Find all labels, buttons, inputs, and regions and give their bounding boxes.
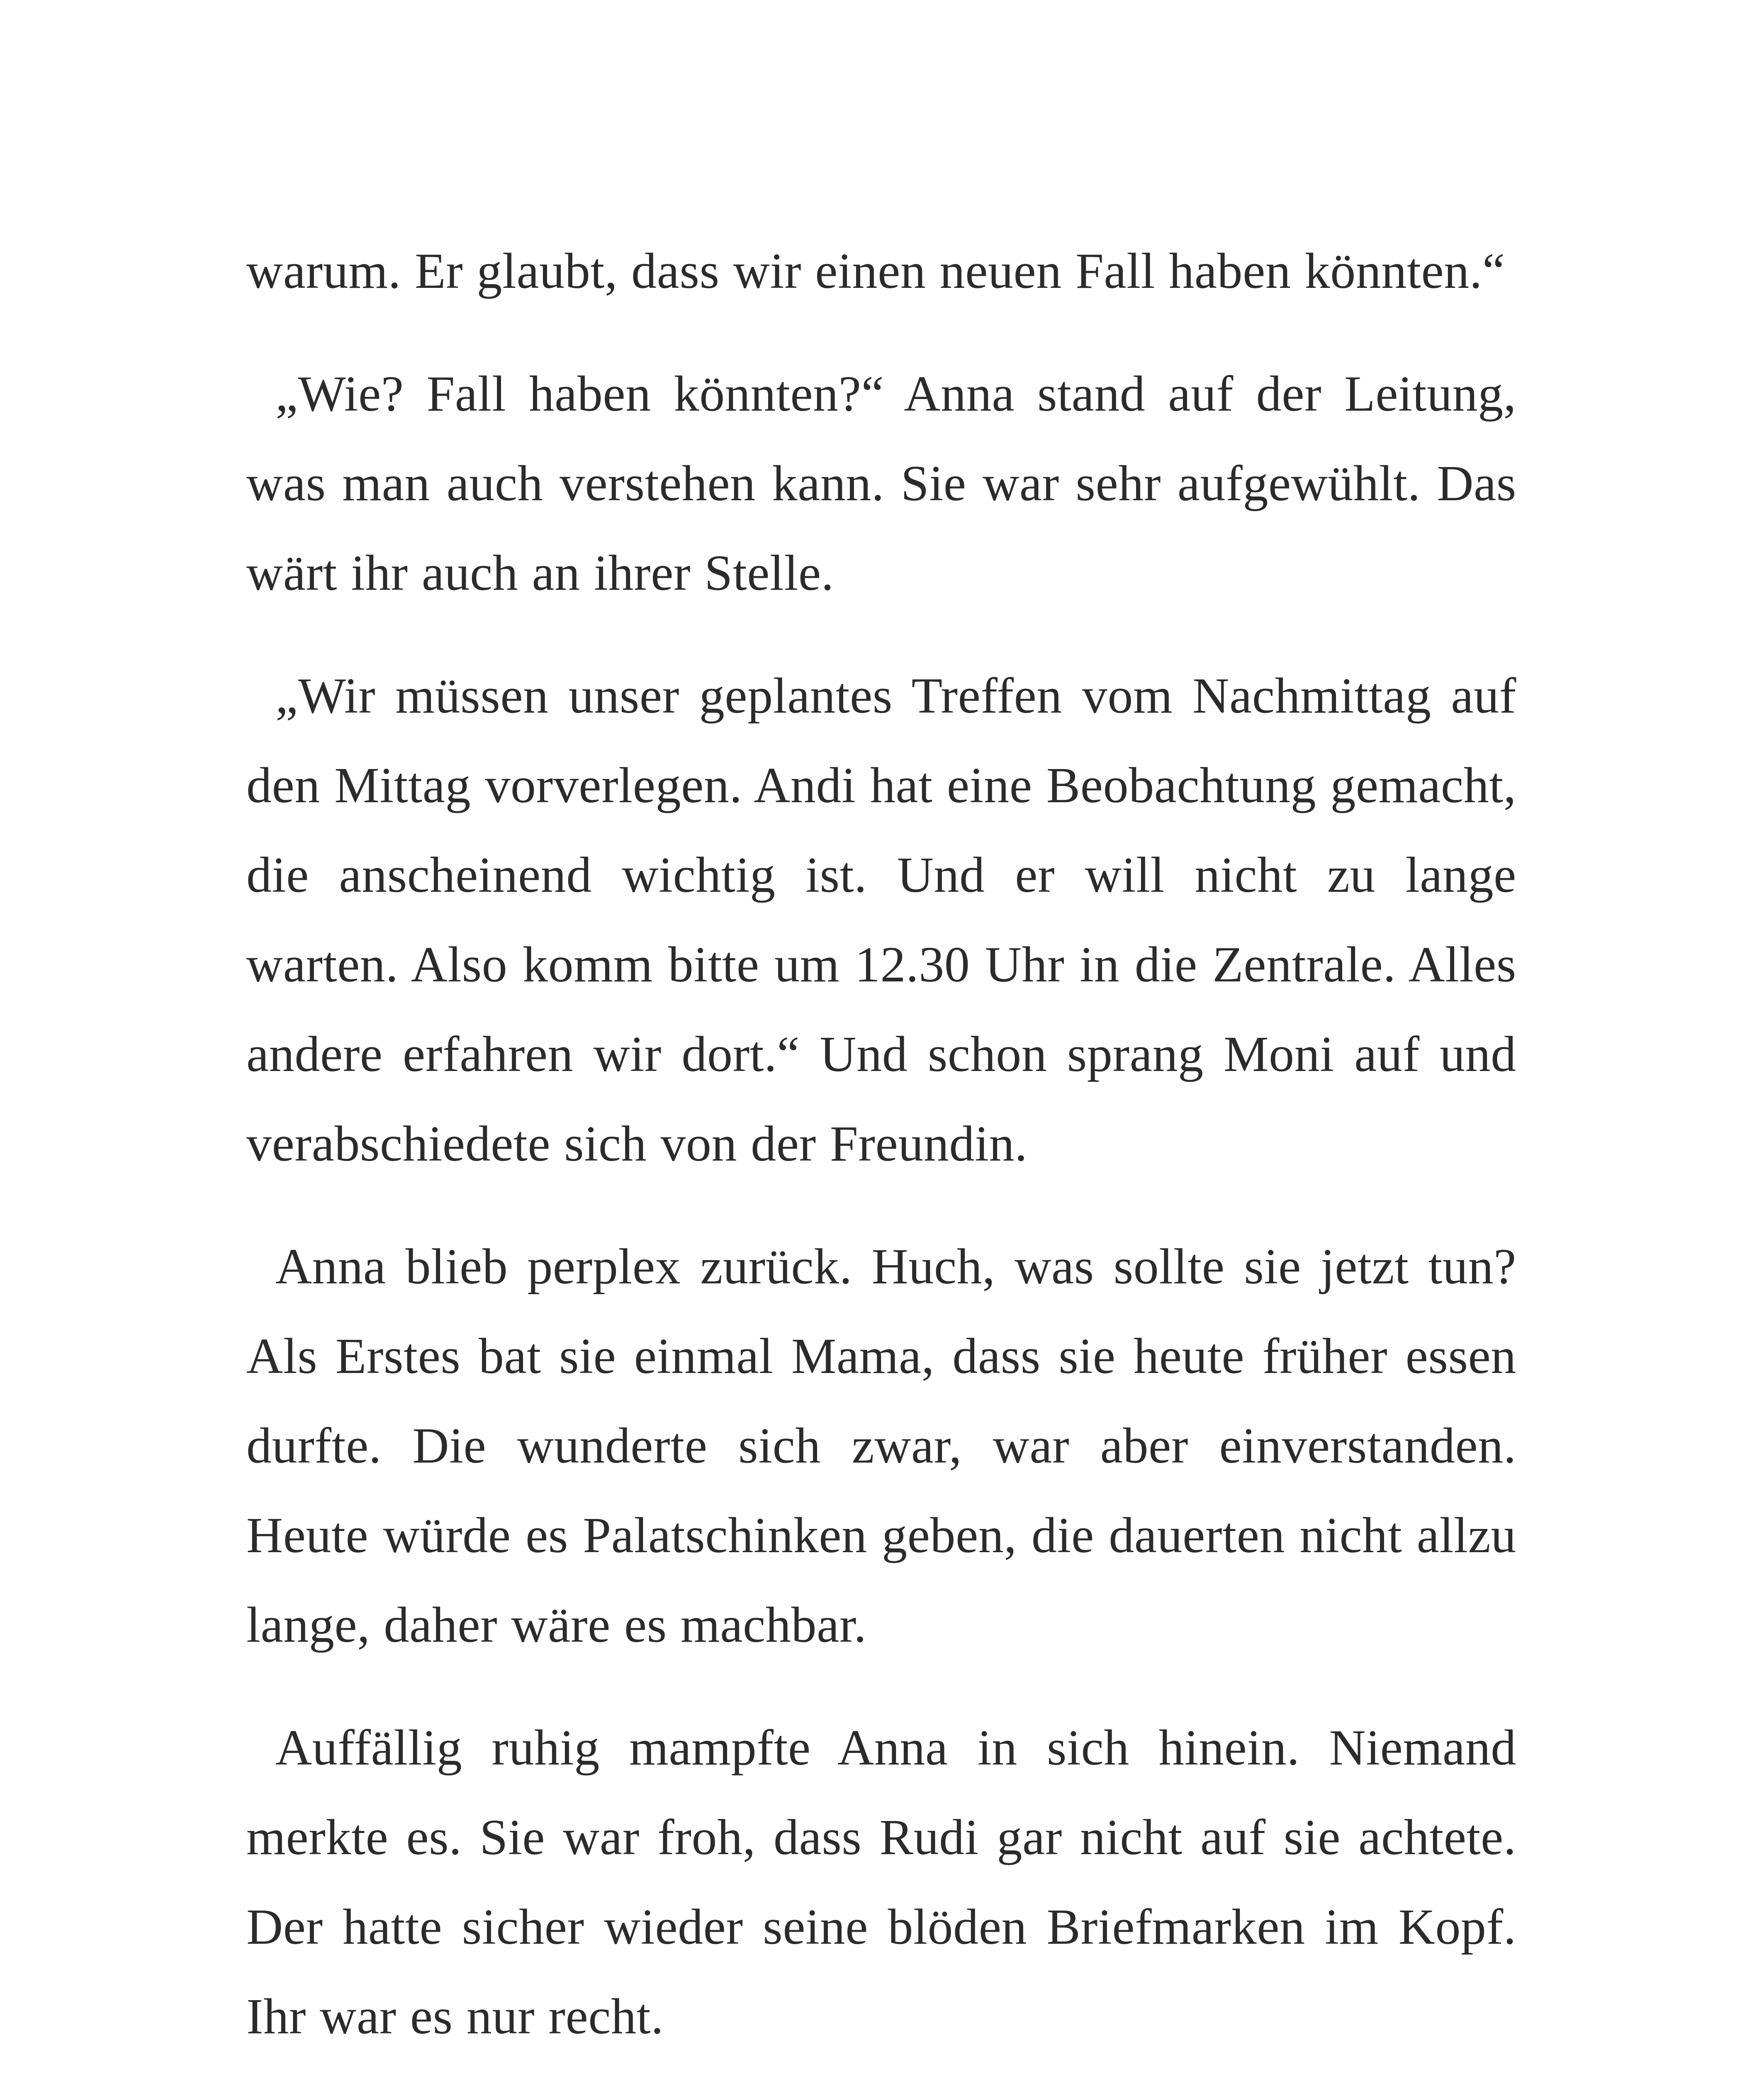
paragraph-4: Anna blieb perplex zurück. Huch, was sollte sie jetzt tun? Als Erstes bat sie einmal Mama, dass sie heute früher essen durfte. Die wunderte sich zwar, war aber einverstanden. Heute würde es Palatschinken geben, die dauerten nicht allzu lange, daher wäre es machbar. xyxy=(246,1239,1516,1653)
paragraph-2: „Wie? Fall haben könnten?“ Anna stand auf der Leitung, was man auch verstehen kann. Sie war sehr aufgewühlt. Das wärt ihr auch an ihrer Stelle. xyxy=(246,366,1516,601)
paragraph-1: warum. Er glaubt, dass wir einen neuen Fall haben könnten.“ xyxy=(246,243,1505,299)
body-text xyxy=(246,226,1516,2062)
paragraph-5: Auffällig ruhig mampfte Anna in sich hinein. Niemand merkte es. Sie war froh, dass Rudi gar nicht auf sie achtete. Der hatte sicher wieder seine blöden Briefmarken im Kopf. Ihr war es nur recht. xyxy=(246,1720,1516,2045)
paragraph-3: „Wir müssen unser geplantes Treffen vom Nachmittag auf den Mittag vorverlegen. Andi hat eine Beobachtung gemacht, die anscheinend wichtig ist. Und er will nicht zu lange warten. Also komm bitte um 12.30 Uhr in die Zentrale. Alles andere erfahren wir dort.“ Und schon sprang Moni auf und verabschiedete sich von der Freundin. xyxy=(246,668,1516,1172)
